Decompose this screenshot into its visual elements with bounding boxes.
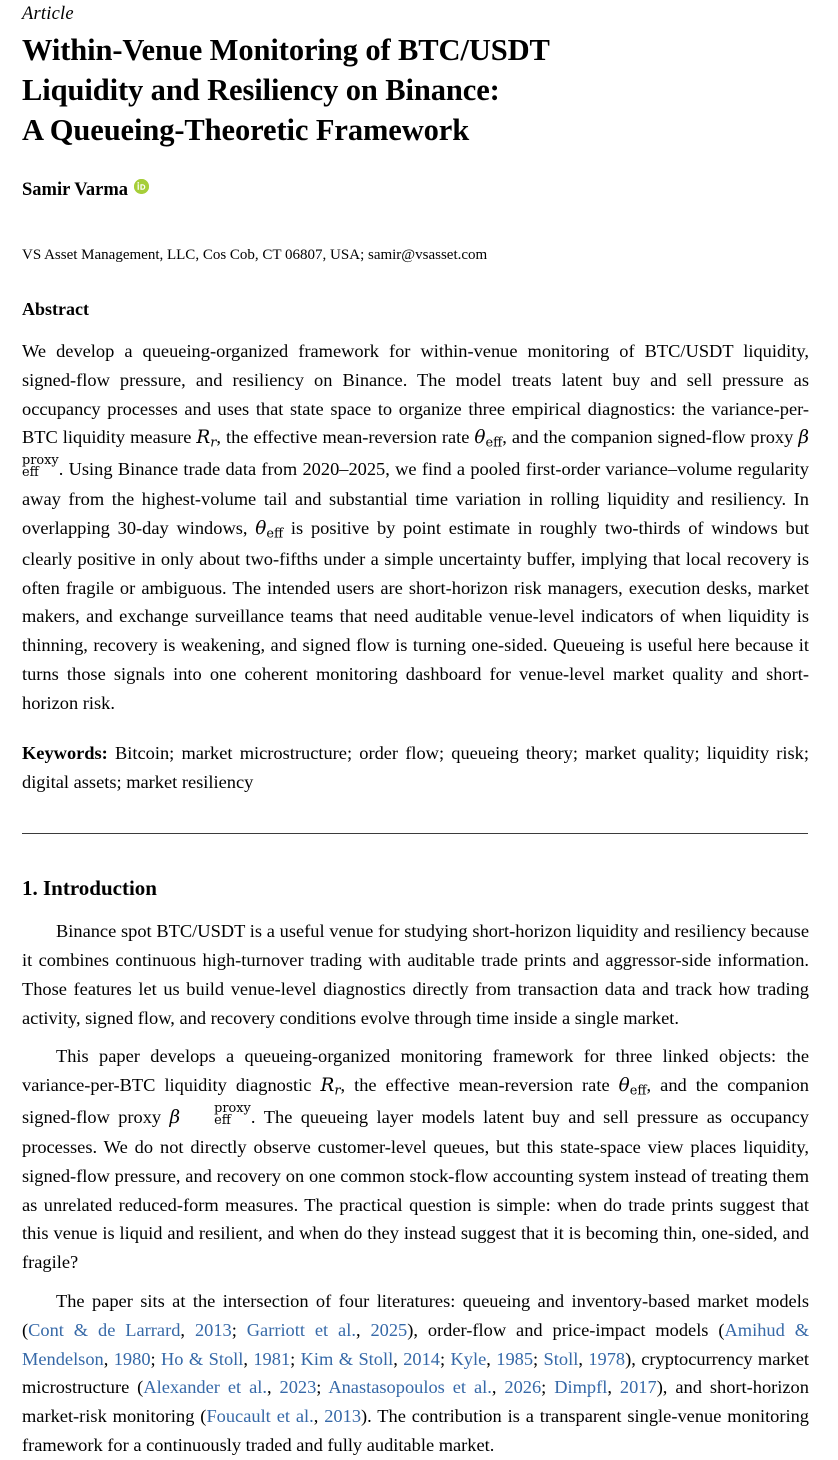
abstract-text-part-5: is positive by point estimate in roughly two-thirds of windows but clearly positive in only about two-fifths under a simple uncertainty buffer, implying that local recovery is often fragile or ambiguous. The intended users are short-horizon risk managers, execution desks, market makers, and exchange surveillance teams that need auditable venue-level indicators of when liquidity is thinning, recovery is weakening, and signed flow is turning one-sided. Queueing is useful here because it turns those signals into one coherent monitoring dashboard for venue-level market quality and short-horizon risk. xyxy=(22,517,810,713)
author-name: Samir Varma xyxy=(22,180,129,201)
citation-link[interactable]: Stoll xyxy=(543,1348,579,1369)
article-type-label: Article xyxy=(22,4,74,24)
citation-year-link[interactable]: 1978 xyxy=(588,1348,626,1369)
intro-p2-part-1: This paper develops a queueing-organized monitoring framework for three linked objects: the variance-per-BTC liquidity diagnostic xyxy=(22,1046,809,1096)
citation-link[interactable]: Alexander et al. xyxy=(143,1377,267,1398)
citation-link[interactable]: Kyle xyxy=(450,1348,487,1369)
citation-link[interactable]: Anastasopoulos et al. xyxy=(328,1377,492,1398)
citation-link[interactable]: Cont & de Larrard xyxy=(28,1319,181,1340)
citation-link[interactable]: Amihud & Mendelson xyxy=(22,1319,809,1369)
intro-p3-part-2: ), order-flow and price-impact models ( xyxy=(407,1319,725,1340)
title-line-2: Liquidity and Resiliency on Binance: xyxy=(22,72,500,107)
keywords-label: Keywords: xyxy=(22,743,108,764)
intro-p3-part-4: ), and short-horizon market-risk monitoring ( xyxy=(22,1377,809,1427)
citation-year-link[interactable]: 2023 xyxy=(279,1377,317,1398)
math-beta-eff-proxy: β proxy eff xyxy=(22,427,809,481)
citation-separator: , xyxy=(491,1377,505,1398)
section-divider xyxy=(22,833,808,834)
intro-p2-part-2: , the effective mean-reversion rate xyxy=(340,1075,619,1096)
abstract-text-part-4: . Using Binance trade data from 2020–2025, we find a pooled first-order variance–volume regularity away from the highest-volume tail and substantial time variation in rolling liquidity and resiliency. In overlapping 30-day windows, xyxy=(22,459,809,538)
introduction-heading: 1. Introduction xyxy=(22,876,157,901)
citation-tail: ; xyxy=(150,1348,162,1369)
citation-year-link[interactable]: 1985 xyxy=(496,1348,534,1369)
citation-link[interactable]: Dimpfl xyxy=(554,1377,608,1398)
intro-p3-part-3: ), cryptocurrency market microstructure ( xyxy=(22,1348,809,1398)
citation-tail: ; xyxy=(541,1377,555,1398)
author-byline xyxy=(22,180,809,201)
citation-year-link[interactable]: 2014 xyxy=(403,1348,440,1369)
author-affiliation: VS Asset Management, LLC, Cos Cob, CT 06807, USA; samir@vsasset.com xyxy=(22,247,488,264)
citation-tail: ; xyxy=(439,1348,451,1369)
title-line-1: Within-Venue Monitoring of BTC/USDT xyxy=(22,33,550,68)
introduction-paragraph-3 xyxy=(22,1287,809,1460)
citation-link[interactable]: Foucault et al. xyxy=(206,1406,314,1427)
citation-tail: ; xyxy=(290,1348,301,1369)
math-beta-eff-proxy-2: β proxy eff xyxy=(169,1100,251,1129)
citation-separator: , xyxy=(103,1348,114,1369)
citation-link[interactable]: Ho & Stoll xyxy=(161,1348,244,1369)
citation-year-link[interactable]: 2013 xyxy=(194,1319,232,1340)
title-line-3: A Queueing-Theoretic Framework xyxy=(22,112,470,147)
orcid-id-icon[interactable] xyxy=(134,179,149,194)
citation-separator: , xyxy=(355,1319,371,1340)
citation-year-link[interactable]: 1980 xyxy=(113,1348,151,1369)
citation-year-link[interactable]: 2017 xyxy=(619,1377,657,1398)
intro-p3-part-1: The paper sits at the intersection of four literatures: queueing and inventory-based market models ( xyxy=(22,1290,809,1340)
citation-tail: ; xyxy=(316,1377,329,1398)
intro-p2-part-4: . The queueing layer models latent buy and sell pressure as occupancy processes. We do not directly observe customer-level queues, but this state-space view places liquidity, signed-flow pressure, and recovery on one common stock-flow accounting system instead of treating them as unrelated reduced-form measures. The practical question is simple: when do trade prints suggest that this venue is liquid and resilient, and when do they instead suggest that it is becoming thin, one-sided, and fragile? xyxy=(22,1107,810,1273)
citation-tail: ; xyxy=(231,1319,247,1340)
citation-separator: , xyxy=(578,1348,589,1369)
citation-separator: , xyxy=(266,1377,280,1398)
citation-link[interactable]: Garriott et al. xyxy=(246,1319,356,1340)
abstract-text-part-3: , and the companion signed-flow proxy xyxy=(502,427,799,448)
citation-group-4 xyxy=(206,1406,361,1426)
keywords-value: Bitcoin; market microstructure; order flow; queueing theory; market quality; liquidity risk; digital assets; market resiliency xyxy=(22,743,809,793)
abstract-text-part-1: We develop a queueing-organized framework for within-venue monitoring of BTC/USDT liquidity, signed-flow pressure, and resiliency on Binance. The model treats latent buy and sell pressure as occupancy processes and uses that state space to organize three empirical diagnostics: the variance-per-BTC liquidity measure xyxy=(22,341,809,448)
citation-separator: , xyxy=(180,1319,195,1340)
math-theta-eff: θeff xyxy=(474,427,503,452)
introduction-paragraph-2 xyxy=(22,1042,809,1277)
citation-separator: , xyxy=(393,1348,404,1369)
citation-group-1 xyxy=(28,1320,407,1340)
math-R-r-3: Rr xyxy=(320,1075,341,1099)
abstract-body xyxy=(22,337,809,717)
citation-group-3 xyxy=(143,1377,656,1397)
introduction-paragraph-1: Binance spot BTC/USDT is a useful venue for studying short-horizon liquidity and resiliency because it combines continuous high-turnover trading with auditable trade prints and aggressor-side information. Those features let us build venue-level diagnostics directly from transaction data and track how trading activity, signed flow, and recovery conditions evolve through time inside a single market. xyxy=(22,921,809,1028)
citation-link[interactable]: Kim & Stoll xyxy=(300,1348,394,1369)
math-theta-eff-3: θeff xyxy=(618,1075,647,1099)
citation-separator: , xyxy=(486,1348,497,1369)
citation-separator: , xyxy=(313,1406,325,1427)
citation-tail: ; xyxy=(533,1348,544,1369)
abstract-text-part-2: , the effective mean-reversion rate xyxy=(216,427,475,448)
intro-p2-part-3: , and the companion signed-flow proxy xyxy=(22,1075,809,1128)
intro-p3-part-5: ). The contribution is a transparent single-venue monitoring framework for a continuously traded and fully auditable market. xyxy=(22,1406,809,1455)
keywords-line xyxy=(22,739,809,797)
page-content xyxy=(22,0,809,1460)
math-R-r: Rr xyxy=(196,427,217,452)
citation-separator: , xyxy=(243,1348,254,1369)
math-theta-eff-2: θeff xyxy=(255,517,284,542)
citation-year-link[interactable]: 1981 xyxy=(253,1348,291,1369)
abstract-heading: Abstract xyxy=(22,299,89,320)
citation-year-link[interactable]: 2026 xyxy=(504,1377,542,1398)
page-title xyxy=(22,31,809,150)
citation-year-link[interactable]: 2025 xyxy=(370,1319,408,1340)
citation-separator: , xyxy=(607,1377,620,1398)
citation-year-link[interactable]: 2013 xyxy=(324,1406,362,1427)
